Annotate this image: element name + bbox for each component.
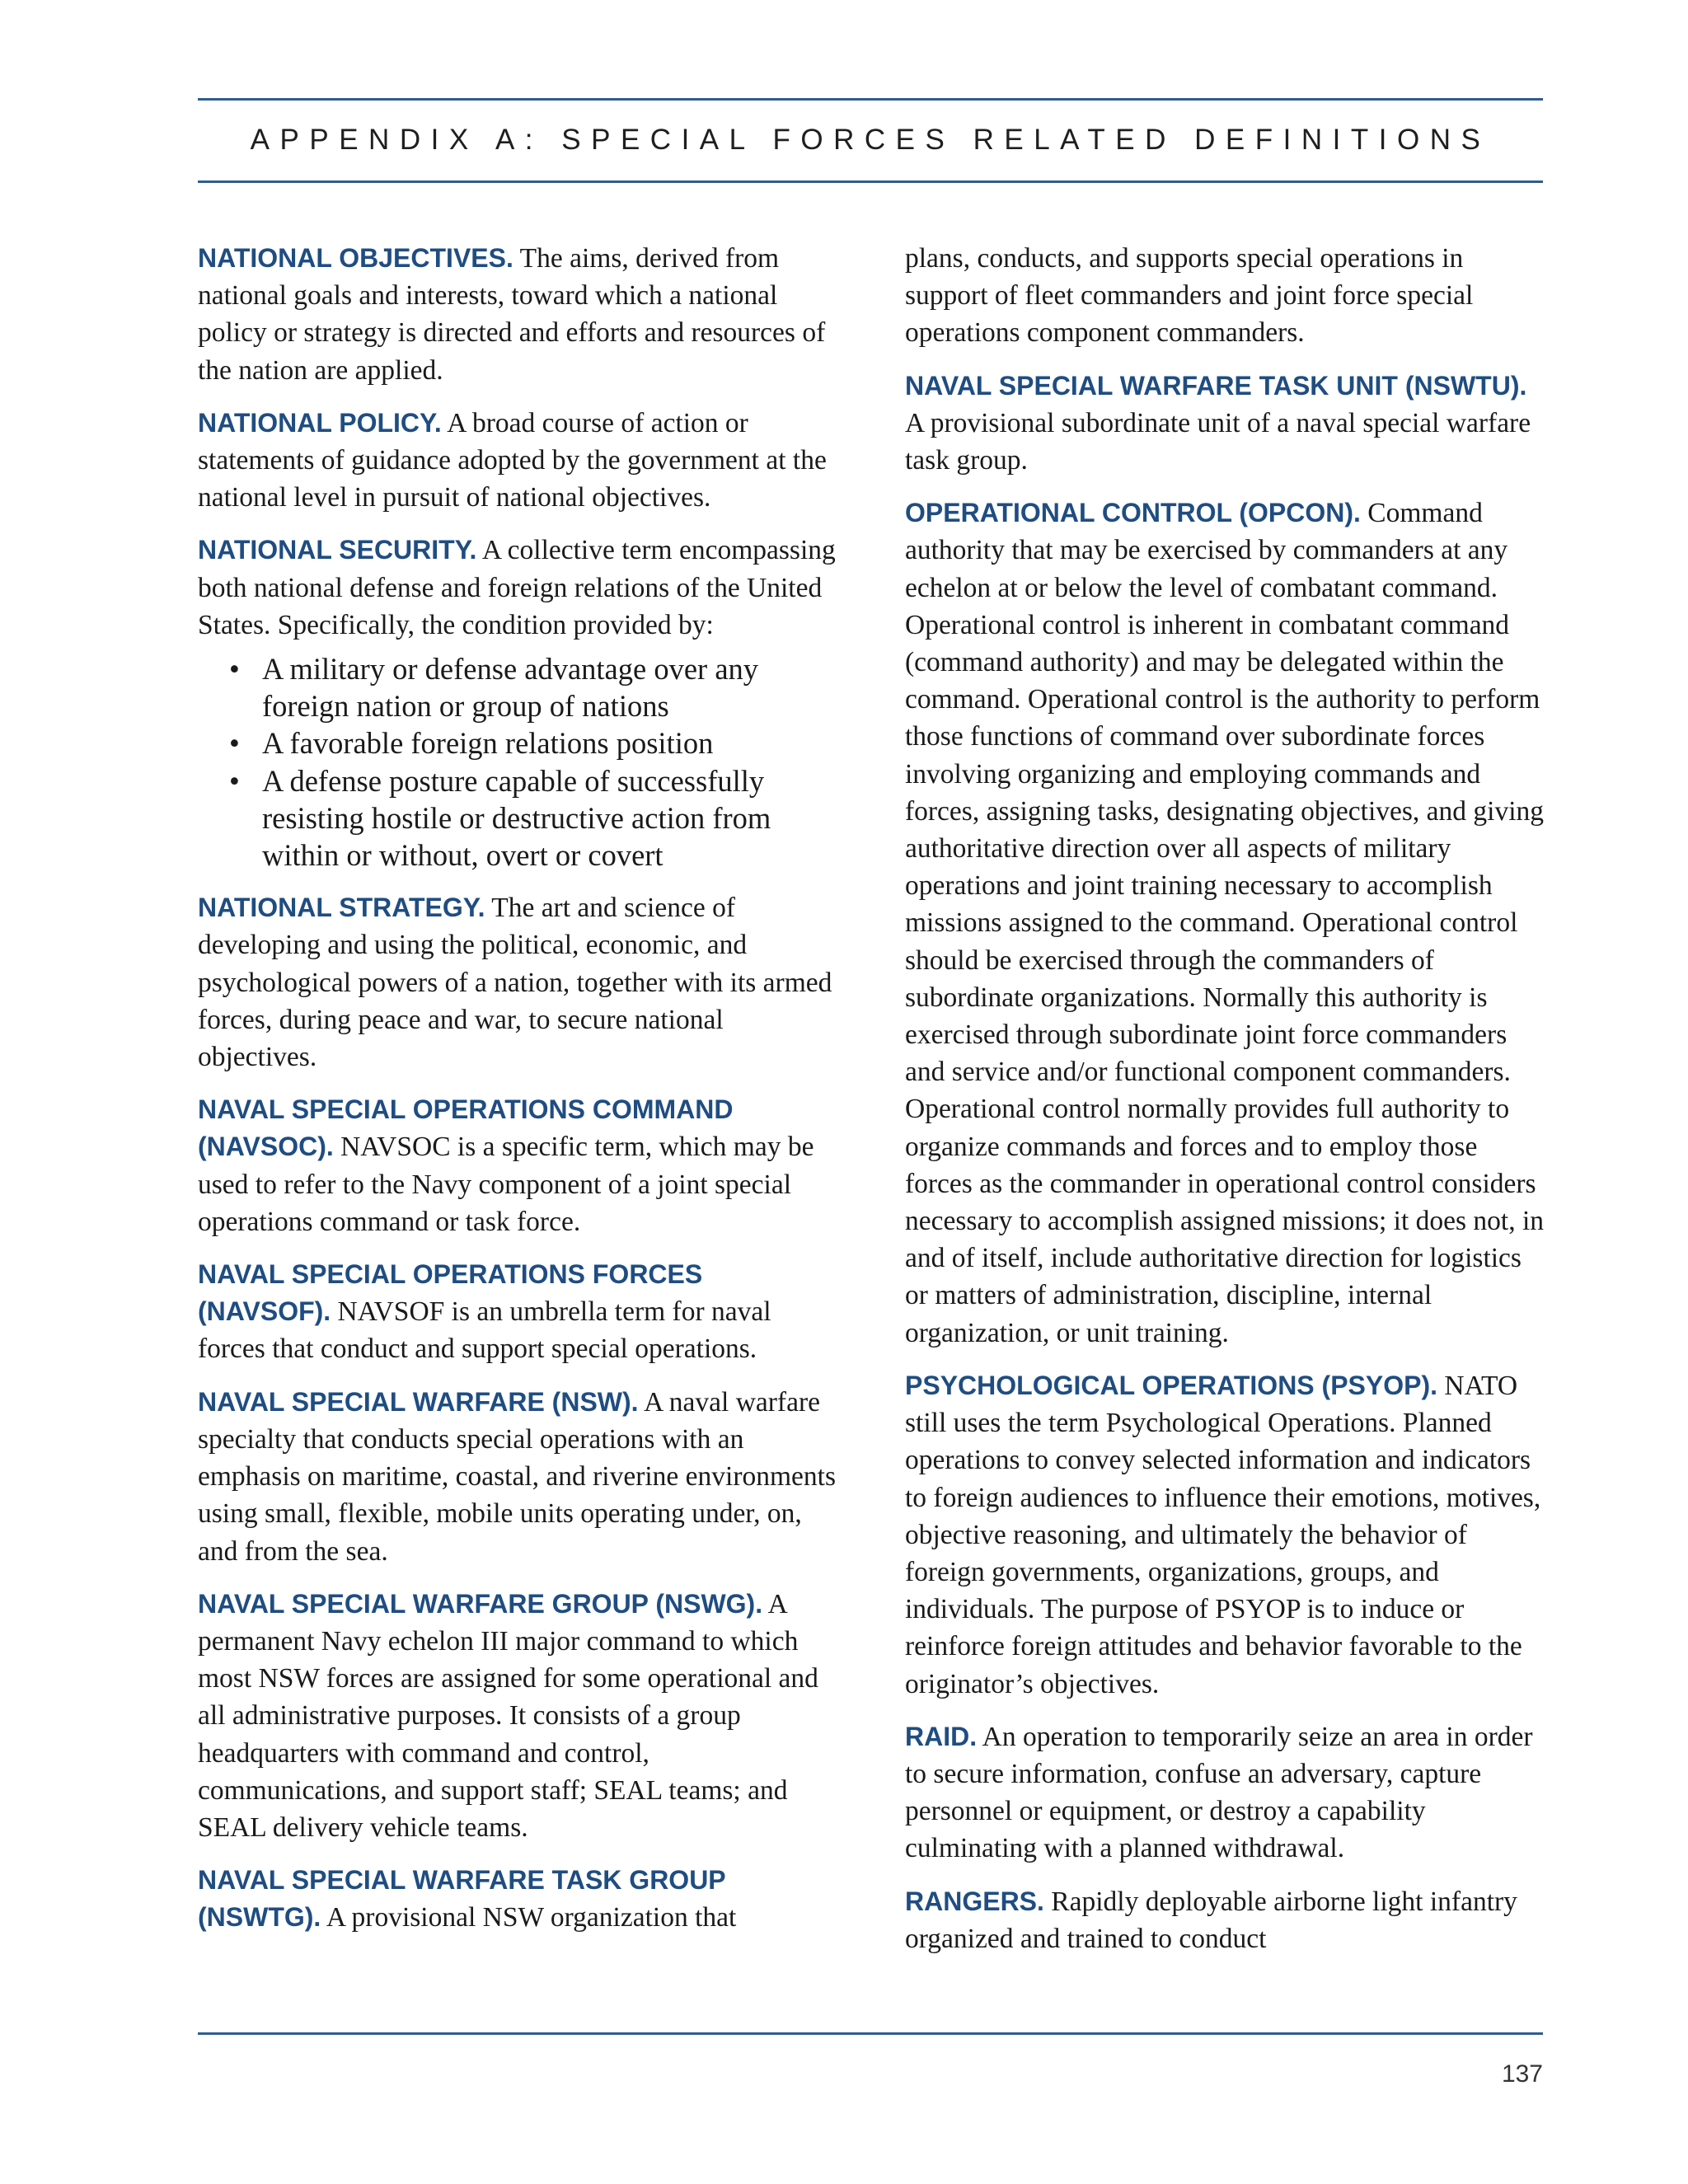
definition-text: The art and science of developing and using the political, economic, and psychological powers of a nation, together with its armed forces, during peace and war, to secure national objectives.	[198, 893, 832, 1073]
page-header-title: APPENDIX A: SPECIAL FORCES RELATED DEFINITIONS	[250, 124, 1491, 156]
definition-entry	[198, 405, 841, 517]
bullet-dot-icon: •	[229, 763, 240, 798]
definition-term: NATIONAL POLICY.	[198, 407, 442, 438]
definition-term: NAVAL SPECIAL WARFARE (NSW).	[198, 1386, 639, 1417]
definition-entry	[198, 1862, 841, 1936]
definition-text: The aims, derived from national goals and interests, toward which a national policy or strategy is directed and efforts and resources of the nation are applied.	[198, 243, 826, 386]
definition-text: A collective term encompassing both national defense and foreign relations of the United States. Specifically, the condition provided by:	[198, 535, 836, 640]
definition-text: A provisional subordinate unit of a naval special warfare task group.	[905, 407, 1531, 476]
footer-rule	[198, 2032, 1543, 2035]
definition-term: NAVAL SPECIAL WARFARE GROUP (NSWG).	[198, 1588, 763, 1619]
definition-term: PSYCHOLOGICAL OPERATIONS (PSYOP).	[905, 1370, 1437, 1400]
header-bottom-rule	[198, 180, 1543, 183]
definition-entry	[198, 1091, 841, 1240]
definition-term: NAVAL SPECIAL WARFARE TASK UNIT (NSWTU).	[905, 370, 1527, 401]
bullet-item: • A defense posture capable of successfully resisting hostile or destructive action from within or without, overt or covert	[229, 763, 771, 873]
definition-entry	[198, 1384, 841, 1570]
definition-text: NAVSOF is an umbrella term for naval forces that conduct and support special operations.	[198, 1296, 771, 1365]
definition-text: NAVSOC is a specific term, which may be used to refer to the Navy component of a joint special operations command or task force.	[198, 1132, 814, 1237]
definition-term: NATIONAL SECURITY.	[198, 535, 477, 565]
definition-entry	[198, 889, 841, 1076]
definition-text: Rapidly deployable airborne light infantry organized and trained to conduct	[905, 1886, 1517, 1954]
right-column	[905, 240, 1548, 1973]
definition-term: OPERATIONAL CONTROL (OPCON).	[905, 498, 1361, 528]
definition-term: NAVAL SPECIAL OPERATIONS COMMAND (NAVSOC).	[198, 1094, 734, 1162]
definition-text: NATO still uses the term Psychological Operations. Planned operations to convey selected information and indicators to foreign audiences to influence their emotions, motives, objective reasoning, and ultimately the behavior of foreign governments, organizations, groups, and individuals. The purpose of PSYOP is to induce or reinforce foreign attitudes and behavior favorable to the originator’s objectives.	[905, 1370, 1541, 1699]
definition-entry	[905, 1367, 1548, 1703]
bullet-item: • A military or defense advantage over any foreign nation or group of nations	[229, 652, 759, 724]
definition-term: RANGERS.	[905, 1886, 1044, 1916]
definition-entry	[905, 1883, 1548, 1957]
definition-text: A permanent Navy echelon III major command to which most NSW forces are assigned for some operational and all administrative purposes. It consists of a group headquarters with command and control, communications, and support staff; SEAL teams; and SEAL delivery vehicle teams.	[198, 1588, 818, 1843]
bullet-item: • A favorable foreign relations position	[198, 724, 841, 762]
definition-text: Command authority that may be exercised by commanders at any echelon at or below the level of combatant command. Operational control is inherent in combatant command (command authority) and may be delegated within the command. Operational control is the authority to perform those functions of command over subordinate forces involving organizing and employing commands and forces, assigning tasks, designating objectives, and giving authoritative direction over all aspects of military operations and joint training necessary to accomplish missions assigned to the command. Operational control should be exercised through the commanders of subordinate organizations. Normally this authority is exercised through subordinate joint force commanders and service and/or functional component commanders. Operational control normally provides full authority to organize commands and forces and to employ those forces as the commander in operational control considers necessary to accomplish assigned missions; it does not, in and of itself, include authoritative direction for logistics or matters of administration, discipline, internal organization, or unit training.	[905, 498, 1545, 1348]
bullet-list	[198, 650, 841, 874]
definition-entry	[198, 1586, 841, 1846]
header-top-rule	[198, 98, 1543, 101]
definition-term: RAID.	[905, 1721, 978, 1751]
definition-text: plans, conducts, and supports special operations in support of fleet commanders and joint force special operations component commanders.	[905, 243, 1474, 349]
definition-entry	[905, 494, 1548, 1352]
definition-text: A naval warfare specialty that conducts special operations with an emphasis on maritime, coastal, and riverine environments using small, flexible, mobile units operating under, on, and from the sea.	[198, 1386, 837, 1567]
left-column	[198, 240, 841, 1952]
definition-text: A broad course of action or statements of guidance adopted by the government at the national level in pursuit of national objectives.	[198, 407, 827, 513]
definition-term: NATIONAL STRATEGY.	[198, 893, 485, 923]
definition-entry	[198, 1256, 841, 1368]
bullet-dot-icon: •	[229, 652, 240, 687]
definition-entry	[905, 368, 1548, 480]
definition-term: NAVAL SPECIAL WARFARE TASK GROUP (NSWTG).	[198, 1865, 726, 1933]
page-number: 137	[1501, 2060, 1543, 2088]
bullet-dot-icon: •	[229, 726, 240, 761]
definition-entry	[905, 1718, 1548, 1868]
definition-continuation	[905, 240, 1548, 352]
definition-entry	[198, 240, 841, 389]
definition-term: NATIONAL OBJECTIVES.	[198, 243, 513, 273]
definition-term: NAVAL SPECIAL OPERATIONS FORCES (NAVSOF).	[198, 1259, 703, 1327]
definition-entry	[198, 532, 841, 874]
definition-text: A provisional NSW organization that	[326, 1902, 737, 1933]
definition-text: An operation to temporarily seize an area in order to secure information, confuse an adversary, capture personnel or equipment, or destroy a capability culminating with a planned withdrawal.	[905, 1721, 1533, 1864]
